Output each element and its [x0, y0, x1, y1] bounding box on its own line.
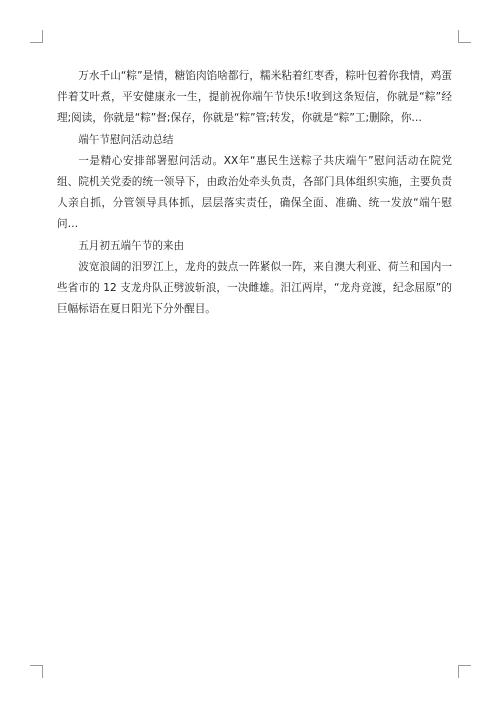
- crop-mark-bottom-right: [458, 665, 471, 678]
- document-body: [57, 66, 452, 320]
- section-heading-origin: 五月初五端午节的来由: [78, 239, 185, 252]
- paragraph-summary: 一是精心安排部署慰问活动。XX年“惠民生送粽子共庆端午”慰问活动在院党组、院机关党委的统一领导下，由政治处牵头负责，各部门具体组织实施，主要负责人亲自抓，分管领导具体抓，层层落实责任，确保全面、准确、统一发放“端午慰问…: [57, 154, 452, 231]
- section-heading-summary: 端午节慰问活动总结: [78, 133, 174, 146]
- crop-mark-top-left: [30, 30, 43, 43]
- crop-mark-bottom-left: [30, 665, 43, 678]
- paragraph-origin: 波宽浪阔的汨罗江上，龙舟的鼓点一阵紧似一阵，来自澳大利亚、荷兰和国内一些省市的 12 支龙舟队正劈波斩浪，一决雌雄。汨江两岸，“龙舟竞渡，纪念屈原”的巨幅标语在夏日阳光下分外醒目。: [57, 260, 452, 316]
- crop-mark-top-right: [458, 30, 471, 43]
- paragraph-greeting: 万水千山“粽”是情，糖馅肉馅啥都行，糯米粘着红枣香，粽叶包着你我情，鸡蛋伴着艾叶煮，平安健康永一生，提前祝你端午节快乐!收到这条短信，你就是“粽”经理;阅读，你就是“粽”督;保存，你就是“粽”管;转发，你就是“粽”工;删除，你…: [57, 70, 452, 125]
